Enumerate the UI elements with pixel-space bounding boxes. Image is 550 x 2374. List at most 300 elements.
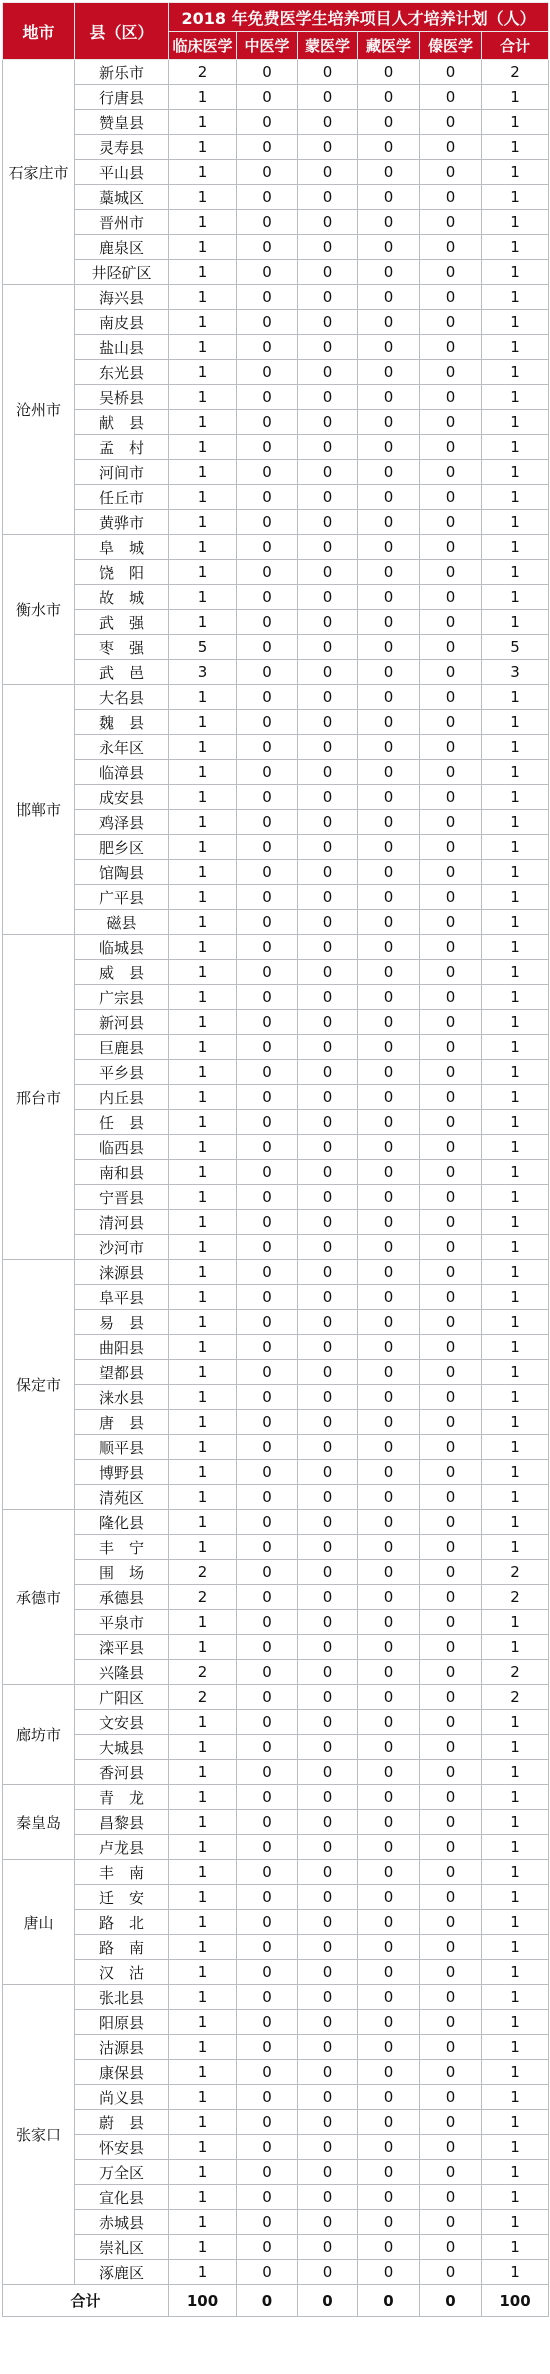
table-row xyxy=(3,560,549,585)
dai-cell: 0 xyxy=(420,310,482,335)
tibetan-cell: 0 xyxy=(358,1410,420,1435)
county-cell: 内丘县 xyxy=(75,1085,169,1110)
total-cell: 1 xyxy=(482,1935,549,1960)
mongolian-cell: 0 xyxy=(298,1060,358,1085)
tcm-cell: 0 xyxy=(237,1560,298,1585)
tcm-cell: 0 xyxy=(237,1910,298,1935)
dai-cell: 0 xyxy=(420,210,482,235)
clinical-cell: 2 xyxy=(169,1685,237,1710)
city-cell: 石家庄市 xyxy=(3,60,75,285)
total-mongolian: 0 xyxy=(298,2285,358,2317)
dai-cell: 0 xyxy=(420,1885,482,1910)
dai-cell: 0 xyxy=(420,160,482,185)
tibetan-cell: 0 xyxy=(358,335,420,360)
total-cell: 1 xyxy=(482,2060,549,2085)
clinical-cell: 1 xyxy=(169,510,237,535)
total-cell: 1 xyxy=(482,1185,549,1210)
table-row xyxy=(3,435,549,460)
dai-cell: 0 xyxy=(420,985,482,1010)
tcm-cell: 0 xyxy=(237,1035,298,1060)
mongolian-cell: 0 xyxy=(298,710,358,735)
county-cell: 武 邑 xyxy=(75,660,169,685)
tcm-cell: 0 xyxy=(237,1335,298,1360)
total-cell: 1 xyxy=(482,1710,549,1735)
total-cell: 1 xyxy=(482,1385,549,1410)
county-cell: 隆化县 xyxy=(75,1510,169,1535)
table-row xyxy=(3,960,549,985)
table-row xyxy=(3,585,549,610)
tibetan-cell: 0 xyxy=(358,185,420,210)
clinical-cell: 1 xyxy=(169,835,237,860)
mongolian-cell: 0 xyxy=(298,2060,358,2085)
clinical-cell: 1 xyxy=(169,1285,237,1310)
clinical-cell: 1 xyxy=(169,1485,237,1510)
dai-cell: 0 xyxy=(420,610,482,635)
dai-cell: 0 xyxy=(420,1910,482,1935)
total-cell: 1 xyxy=(482,935,549,960)
table-row xyxy=(3,1885,549,1910)
county-cell: 丰 南 xyxy=(75,1860,169,1885)
table-row xyxy=(3,1735,549,1760)
tibetan-cell: 0 xyxy=(358,2210,420,2235)
mongolian-cell: 0 xyxy=(298,1160,358,1185)
clinical-cell: 1 xyxy=(169,2060,237,2085)
total-clinical: 100 xyxy=(169,2285,237,2317)
tcm-cell: 0 xyxy=(237,1085,298,1110)
table-row xyxy=(3,1610,549,1635)
clinical-cell: 1 xyxy=(169,785,237,810)
tcm-cell: 0 xyxy=(237,2160,298,2185)
mongolian-cell: 0 xyxy=(298,2210,358,2235)
clinical-cell: 1 xyxy=(169,935,237,960)
mongolian-cell: 0 xyxy=(298,885,358,910)
total-cell: 1 xyxy=(482,2010,549,2035)
mongolian-cell: 0 xyxy=(298,1610,358,1635)
clinical-cell: 1 xyxy=(169,1010,237,1035)
clinical-cell: 1 xyxy=(169,85,237,110)
tibetan-cell: 0 xyxy=(358,1760,420,1785)
total-cell: 1 xyxy=(482,1010,549,1035)
dai-cell: 0 xyxy=(420,635,482,660)
tcm-cell: 0 xyxy=(237,910,298,935)
dai-cell: 0 xyxy=(420,1660,482,1685)
dai-cell: 0 xyxy=(420,285,482,310)
table-row xyxy=(3,1285,549,1310)
clinical-cell: 1 xyxy=(169,1910,237,1935)
county-cell: 成安县 xyxy=(75,785,169,810)
clinical-cell: 1 xyxy=(169,1635,237,1660)
training-plan-table xyxy=(2,2,549,2317)
tibetan-cell: 0 xyxy=(358,1585,420,1610)
tcm-cell: 0 xyxy=(237,1710,298,1735)
total-dai: 0 xyxy=(420,2285,482,2317)
table-row xyxy=(3,285,549,310)
total-cell: 1 xyxy=(482,85,549,110)
tibetan-cell: 0 xyxy=(358,1935,420,1960)
clinical-cell: 1 xyxy=(169,185,237,210)
tcm-cell: 0 xyxy=(237,735,298,760)
clinical-cell: 1 xyxy=(169,1060,237,1085)
table-row xyxy=(3,2010,549,2035)
total-cell: 1 xyxy=(482,785,549,810)
county-cell: 献 县 xyxy=(75,410,169,435)
city-column-header: 地市 xyxy=(3,3,75,60)
clinical-cell: 1 xyxy=(169,1110,237,1135)
tcm-cell: 0 xyxy=(237,610,298,635)
mongolian-cell: 0 xyxy=(298,1260,358,1285)
mongolian-cell: 0 xyxy=(298,435,358,460)
clinical-cell: 2 xyxy=(169,1660,237,1685)
city-cell: 沧州市 xyxy=(3,285,75,535)
table-row xyxy=(3,1985,549,2010)
dai-cell: 0 xyxy=(420,2235,482,2260)
mongolian-cell: 0 xyxy=(298,1935,358,1960)
county-cell: 东光县 xyxy=(75,360,169,385)
dai-cell: 0 xyxy=(420,1285,482,1310)
table-row xyxy=(3,85,549,110)
tibetan-cell: 0 xyxy=(358,1560,420,1585)
mongolian-cell: 0 xyxy=(298,1535,358,1560)
col-header-dai: 傣医学 xyxy=(420,32,482,60)
county-cell: 磁县 xyxy=(75,910,169,935)
tibetan-cell: 0 xyxy=(358,1510,420,1535)
total-cell: 1 xyxy=(482,360,549,385)
total-cell: 3 xyxy=(482,660,549,685)
mongolian-cell: 0 xyxy=(298,1385,358,1410)
total-cell: 1 xyxy=(482,985,549,1010)
total-cell: 1 xyxy=(482,2185,549,2210)
mongolian-cell: 0 xyxy=(298,360,358,385)
total-cell: 1 xyxy=(482,1735,549,1760)
total-cell: 1 xyxy=(482,1160,549,1185)
total-cell: 1 xyxy=(482,2035,549,2060)
dai-cell: 0 xyxy=(420,960,482,985)
mongolian-cell: 0 xyxy=(298,1835,358,1860)
table-row xyxy=(3,60,549,85)
county-cell: 沙河市 xyxy=(75,1235,169,1260)
total-cell: 1 xyxy=(482,610,549,635)
mongolian-cell: 0 xyxy=(298,1685,358,1710)
mongolian-cell: 0 xyxy=(298,1410,358,1435)
col-header-tcm: 中医学 xyxy=(237,32,298,60)
total-cell: 1 xyxy=(482,860,549,885)
total-cell: 1 xyxy=(482,910,549,935)
county-cell: 昌黎县 xyxy=(75,1810,169,1835)
county-cell: 曲阳县 xyxy=(75,1335,169,1360)
tcm-cell: 0 xyxy=(237,710,298,735)
dai-cell: 0 xyxy=(420,1610,482,1635)
tcm-cell: 0 xyxy=(237,2035,298,2060)
tcm-cell: 0 xyxy=(237,1860,298,1885)
clinical-cell: 1 xyxy=(169,2260,237,2285)
table-row xyxy=(3,810,549,835)
dai-cell: 0 xyxy=(420,760,482,785)
tcm-cell: 0 xyxy=(237,410,298,435)
tibetan-cell: 0 xyxy=(358,1910,420,1935)
county-cell: 涿鹿区 xyxy=(75,2260,169,2285)
total-cell: 1 xyxy=(482,710,549,735)
clinical-cell: 1 xyxy=(169,410,237,435)
mongolian-cell: 0 xyxy=(298,685,358,710)
county-cell: 宣化县 xyxy=(75,2185,169,2210)
tcm-cell: 0 xyxy=(237,1185,298,1210)
table-row xyxy=(3,1585,549,1610)
tcm-cell: 0 xyxy=(237,1110,298,1135)
clinical-cell: 1 xyxy=(169,310,237,335)
tcm-cell: 0 xyxy=(237,1660,298,1685)
county-cell: 清苑区 xyxy=(75,1485,169,1510)
tibetan-cell: 0 xyxy=(358,910,420,935)
total-cell: 1 xyxy=(482,1085,549,1110)
tibetan-cell: 0 xyxy=(358,1960,420,1985)
mongolian-cell: 0 xyxy=(298,1910,358,1935)
county-cell: 任 县 xyxy=(75,1110,169,1135)
clinical-cell: 2 xyxy=(169,60,237,85)
tibetan-cell: 0 xyxy=(358,1610,420,1635)
dai-cell: 0 xyxy=(420,235,482,260)
tcm-cell: 0 xyxy=(237,2210,298,2235)
tcm-cell: 0 xyxy=(237,1260,298,1285)
county-cell: 香河县 xyxy=(75,1760,169,1785)
dai-cell: 0 xyxy=(420,1335,482,1360)
table-title: 2018 年免费医学生培养项目人才培养计划（人） xyxy=(169,3,549,32)
total-cell: 1 xyxy=(482,1210,549,1235)
dai-cell: 0 xyxy=(420,1210,482,1235)
tibetan-cell: 0 xyxy=(358,2185,420,2210)
tibetan-cell: 0 xyxy=(358,1785,420,1810)
table-row xyxy=(3,1185,549,1210)
county-cell: 涞源县 xyxy=(75,1260,169,1285)
county-cell: 平乡县 xyxy=(75,1060,169,1085)
total-cell: 1 xyxy=(482,310,549,335)
tibetan-cell: 0 xyxy=(358,1285,420,1310)
county-cell: 路 南 xyxy=(75,1935,169,1960)
dai-cell: 0 xyxy=(420,2110,482,2135)
table-row xyxy=(3,1810,549,1835)
dai-cell: 0 xyxy=(420,1310,482,1335)
table-row xyxy=(3,110,549,135)
dai-cell: 0 xyxy=(420,385,482,410)
total-cell: 1 xyxy=(482,960,549,985)
clinical-cell: 5 xyxy=(169,635,237,660)
tcm-cell: 0 xyxy=(237,1385,298,1410)
county-cell: 馆陶县 xyxy=(75,860,169,885)
tibetan-cell: 0 xyxy=(358,1310,420,1335)
total-cell: 1 xyxy=(482,2235,549,2260)
clinical-cell: 3 xyxy=(169,660,237,685)
total-cell: 1 xyxy=(482,810,549,835)
dai-cell: 0 xyxy=(420,1360,482,1385)
tibetan-cell: 0 xyxy=(358,1060,420,1085)
county-cell: 枣 强 xyxy=(75,635,169,660)
clinical-cell: 1 xyxy=(169,1935,237,1960)
dai-cell: 0 xyxy=(420,685,482,710)
dai-cell: 0 xyxy=(420,1535,482,1560)
mongolian-cell: 0 xyxy=(298,1310,358,1335)
tibetan-cell: 0 xyxy=(358,1810,420,1835)
tibetan-cell: 0 xyxy=(358,2135,420,2160)
total-cell: 1 xyxy=(482,435,549,460)
dai-cell: 0 xyxy=(420,1035,482,1060)
total-cell: 1 xyxy=(482,185,549,210)
tcm-cell: 0 xyxy=(237,935,298,960)
tcm-cell: 0 xyxy=(237,2060,298,2085)
tcm-cell: 0 xyxy=(237,1885,298,1910)
table-row xyxy=(3,210,549,235)
mongolian-cell: 0 xyxy=(298,185,358,210)
table-row xyxy=(3,785,549,810)
total-cell: 1 xyxy=(482,1285,549,1310)
mongolian-cell: 0 xyxy=(298,110,358,135)
tibetan-cell: 0 xyxy=(358,485,420,510)
tcm-cell: 0 xyxy=(237,1210,298,1235)
dai-cell: 0 xyxy=(420,2160,482,2185)
tibetan-cell: 0 xyxy=(358,310,420,335)
total-cell: 1 xyxy=(482,335,549,360)
mongolian-cell: 0 xyxy=(298,260,358,285)
tibetan-cell: 0 xyxy=(358,2010,420,2035)
total-cell: 1 xyxy=(482,1910,549,1935)
tibetan-cell: 0 xyxy=(358,1235,420,1260)
county-cell: 巨鹿县 xyxy=(75,1035,169,1060)
table-row xyxy=(3,1635,549,1660)
total-cell: 1 xyxy=(482,1360,549,1385)
county-cell: 广阳区 xyxy=(75,1685,169,1710)
table-body xyxy=(3,60,549,2285)
tcm-cell: 0 xyxy=(237,1060,298,1085)
dai-cell: 0 xyxy=(420,2210,482,2235)
city-cell: 邯郸市 xyxy=(3,685,75,935)
county-cell: 大名县 xyxy=(75,685,169,710)
county-column-header: 县（区） xyxy=(75,3,169,60)
tcm-cell: 0 xyxy=(237,1785,298,1810)
tibetan-cell: 0 xyxy=(358,235,420,260)
table-row xyxy=(3,260,549,285)
dai-cell: 0 xyxy=(420,2060,482,2085)
col-header-tibetan: 藏医学 xyxy=(358,32,420,60)
clinical-cell: 1 xyxy=(169,1135,237,1160)
tcm-cell: 0 xyxy=(237,985,298,1010)
table-row xyxy=(3,1385,549,1410)
county-cell: 卢龙县 xyxy=(75,1835,169,1860)
county-cell: 涞水县 xyxy=(75,1385,169,1410)
tcm-cell: 0 xyxy=(237,1410,298,1435)
county-cell: 青 龙 xyxy=(75,1785,169,1810)
mongolian-cell: 0 xyxy=(298,2035,358,2060)
county-cell: 吴桥县 xyxy=(75,385,169,410)
county-cell: 唐 县 xyxy=(75,1410,169,1435)
table-row xyxy=(3,2210,549,2235)
city-cell: 保定市 xyxy=(3,1260,75,1510)
mongolian-cell: 0 xyxy=(298,135,358,160)
total-cell: 1 xyxy=(482,1960,549,1985)
county-cell: 晋州市 xyxy=(75,210,169,235)
county-cell: 兴隆县 xyxy=(75,1660,169,1685)
city-cell: 衡水市 xyxy=(3,535,75,685)
total-cell: 1 xyxy=(482,1835,549,1860)
col-header-mongolian: 蒙医学 xyxy=(298,32,358,60)
tcm-cell: 0 xyxy=(237,2110,298,2135)
tibetan-cell: 0 xyxy=(358,1135,420,1160)
county-cell: 崇礼区 xyxy=(75,2235,169,2260)
table-row xyxy=(3,1460,549,1485)
dai-cell: 0 xyxy=(420,1235,482,1260)
clinical-cell: 1 xyxy=(169,1835,237,1860)
total-cell: 2 xyxy=(482,60,549,85)
table-row xyxy=(3,510,549,535)
clinical-cell: 1 xyxy=(169,1510,237,1535)
county-cell: 南和县 xyxy=(75,1160,169,1185)
city-cell: 秦皇岛 xyxy=(3,1785,75,1860)
tibetan-cell: 0 xyxy=(358,2160,420,2185)
dai-cell: 0 xyxy=(420,460,482,485)
dai-cell: 0 xyxy=(420,1585,482,1610)
county-cell: 盐山县 xyxy=(75,335,169,360)
tibetan-cell: 0 xyxy=(358,1260,420,1285)
clinical-cell: 1 xyxy=(169,1360,237,1385)
tibetan-cell: 0 xyxy=(358,535,420,560)
tcm-cell: 0 xyxy=(237,1135,298,1160)
county-cell: 怀安县 xyxy=(75,2135,169,2160)
total-cell: 2 xyxy=(482,1560,549,1585)
dai-cell: 0 xyxy=(420,1835,482,1860)
tibetan-cell: 0 xyxy=(358,810,420,835)
dai-cell: 0 xyxy=(420,1410,482,1435)
dai-cell: 0 xyxy=(420,1110,482,1135)
clinical-cell: 1 xyxy=(169,260,237,285)
mongolian-cell: 0 xyxy=(298,235,358,260)
mongolian-cell: 0 xyxy=(298,1760,358,1785)
county-cell: 临西县 xyxy=(75,1135,169,1160)
tcm-cell: 0 xyxy=(237,1585,298,1610)
mongolian-cell: 0 xyxy=(298,1210,358,1235)
tcm-cell: 0 xyxy=(237,2010,298,2035)
total-cell: 1 xyxy=(482,2135,549,2160)
county-cell: 博野县 xyxy=(75,1460,169,1485)
county-cell: 阳原县 xyxy=(75,2010,169,2035)
total-cell: 1 xyxy=(482,410,549,435)
clinical-cell: 1 xyxy=(169,335,237,360)
total-cell: 1 xyxy=(482,1235,549,1260)
clinical-cell: 1 xyxy=(169,1235,237,1260)
tibetan-cell: 0 xyxy=(358,360,420,385)
table-row xyxy=(3,1435,549,1460)
dai-cell: 0 xyxy=(420,885,482,910)
total-cell: 1 xyxy=(482,685,549,710)
clinical-cell: 1 xyxy=(169,1335,237,1360)
total-cell: 1 xyxy=(482,485,549,510)
total-cell: 1 xyxy=(482,1410,549,1435)
mongolian-cell: 0 xyxy=(298,1960,358,1985)
city-cell: 廊坊市 xyxy=(3,1685,75,1785)
tcm-cell: 0 xyxy=(237,310,298,335)
total-cell: 1 xyxy=(482,285,549,310)
clinical-cell: 1 xyxy=(169,1085,237,1110)
dai-cell: 0 xyxy=(420,1485,482,1510)
tibetan-cell: 0 xyxy=(358,2260,420,2285)
county-cell: 饶 阳 xyxy=(75,560,169,585)
tibetan-cell: 0 xyxy=(358,385,420,410)
tibetan-cell: 0 xyxy=(358,1360,420,1385)
tcm-cell: 0 xyxy=(237,160,298,185)
dai-cell: 0 xyxy=(420,1860,482,1885)
tcm-cell: 0 xyxy=(237,1635,298,1660)
table-row xyxy=(3,535,549,560)
tcm-cell: 0 xyxy=(237,235,298,260)
total-cell: 1 xyxy=(482,1060,549,1085)
clinical-cell: 1 xyxy=(169,585,237,610)
tibetan-cell: 0 xyxy=(358,1860,420,1885)
